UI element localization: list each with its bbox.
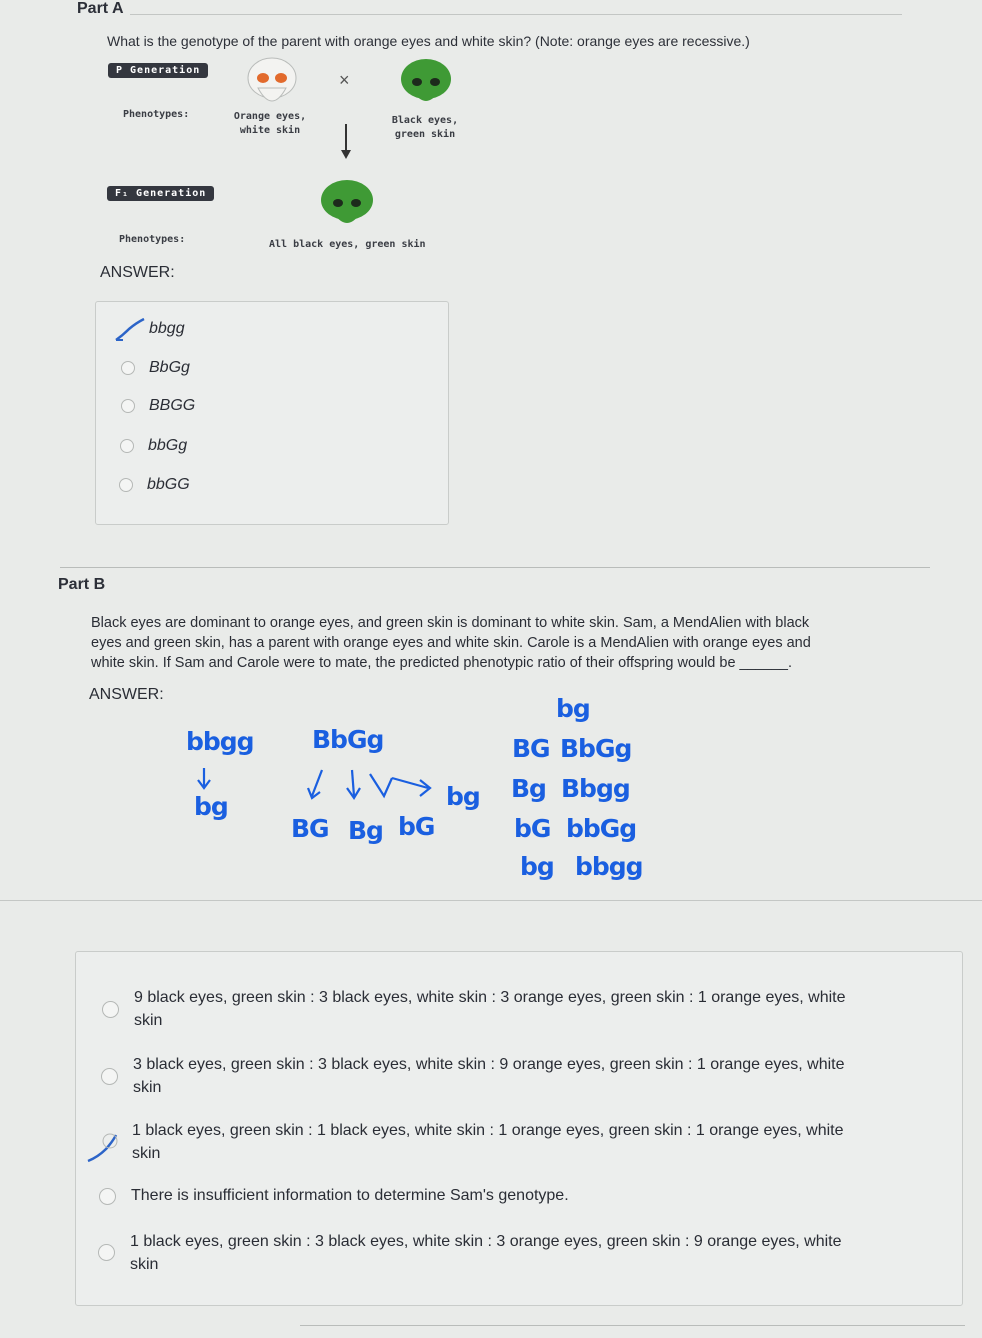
part-a-divider [130, 14, 902, 15]
handwritten-gamete-bg: bg [446, 782, 480, 811]
f1-generation-badge: F₁ Generation [107, 186, 214, 201]
handwritten-row2-result: Bbgg [561, 774, 630, 803]
option-bbGg[interactable] [120, 437, 187, 455]
option-4[interactable] [131, 1184, 911, 1207]
handwritten-punnett-header: bg [556, 694, 590, 723]
option-2-line2: skin [133, 1079, 162, 1096]
handwritten-gamete-bG: bG [398, 812, 435, 841]
handwritten-row3-result: bbGg [566, 814, 637, 843]
radio-option-5[interactable] [98, 1244, 115, 1261]
radio-bbGG[interactable] [119, 478, 133, 492]
parent1-phenotype-line2: white skin [239, 125, 301, 136]
f1-green-alien-icon [319, 177, 375, 235]
option-label: BBGG [149, 397, 196, 414]
part-b-question-line3: white skin. If Sam and Carole were to mate, the predicted phenotypic ratio of their offspring would be ______. [91, 655, 792, 671]
option-5-line2: skin [130, 1256, 159, 1273]
cross-symbol: × [339, 70, 350, 90]
handwritten-arrows-icon [300, 766, 440, 806]
radio-bbGg[interactable] [120, 439, 134, 453]
radio-option-1[interactable] [102, 1001, 119, 1018]
option-3-line1: 1 black eyes, green skin : 1 black eyes, white skin : 1 orange eyes, green skin : 1 orange eyes, white [132, 1122, 844, 1139]
down-arrow-icon [338, 122, 354, 162]
handwritten-row1-gamete: BG [512, 734, 550, 763]
parent2-phenotype-line1: Black eyes, [391, 115, 459, 126]
handwritten-parent2-genotype: BbGg [312, 725, 384, 754]
white-alien-icon [244, 54, 300, 112]
bottom-divider [300, 1325, 965, 1326]
option-label: bbGG [147, 476, 190, 493]
handwritten-parent1-genotype: bbgg [186, 727, 254, 756]
option-1-line2: skin [134, 1012, 163, 1029]
option-2-line1: 3 black eyes, green skin : 3 black eyes, white skin : 9 orange eyes, green skin : 1 orange eyes, white [133, 1056, 845, 1073]
option-1[interactable] [134, 986, 914, 1032]
answer-divider [0, 900, 982, 901]
option-4-line1: There is insufficient information to determine Sam's genotype. [131, 1187, 569, 1204]
part-b-answer-label: ANSWER: [89, 686, 164, 703]
green-alien-icon [399, 56, 453, 112]
part-a-title: Part A [77, 0, 124, 17]
handwritten-gamete-BG: BG [291, 814, 329, 843]
part-b-title: Part B [58, 576, 106, 593]
part-a-question: What is the genotype of the parent with orange eyes and white skin? (Note: orange eyes are recessive.) [107, 33, 750, 49]
f1-phenotypes-label: Phenotypes: [119, 234, 186, 245]
handwritten-row4-result: bbgg [575, 852, 643, 881]
option-3[interactable] [132, 1119, 912, 1165]
option-5-line1: 1 black eyes, green skin : 3 black eyes, white skin : 3 orange eyes, green skin : 9 orange eyes, white [130, 1233, 842, 1250]
part-a-answer-label: ANSWER: [100, 264, 175, 281]
option-label: bbgg [149, 320, 185, 337]
checkmark-icon [113, 318, 147, 344]
radio-option-2[interactable] [101, 1068, 118, 1085]
option-label: bbGg [148, 437, 188, 454]
f1-phenotype: All black eyes, green skin [269, 239, 426, 250]
handwritten-row2-gamete: Bg [511, 774, 546, 803]
handwritten-row4-gamete: bg [520, 852, 554, 881]
option-1-line1: 9 black eyes, green skin : 3 black eyes, white skin : 3 orange eyes, green skin : 1 orange eyes, white [134, 989, 846, 1006]
handwritten-parent1-gamete: bg [194, 792, 228, 821]
parent2-phenotype-line2: green skin [394, 129, 456, 140]
part-b-question-line2: eyes and green skin, has a parent with orange eyes and white skin. Carole is a MendAlien with orange eyes and [91, 635, 811, 651]
handwritten-arrow-icon [196, 766, 212, 792]
handwritten-gamete-Bg: Bg [348, 816, 383, 845]
section-divider [60, 567, 930, 568]
option-2[interactable] [133, 1053, 913, 1099]
p-generation-badge: P Generation [108, 63, 208, 78]
option-label: BbGg [149, 359, 190, 376]
handwritten-row1-result: BbGg [560, 734, 632, 763]
option-BbGg[interactable] [121, 359, 190, 377]
part-b-question-line1: Black eyes are dominant to orange eyes, and green skin is dominant to white skin. Sam, a MendAlien with black [91, 615, 810, 631]
option-3-line2: skin [132, 1145, 161, 1162]
p-phenotypes-label: Phenotypes: [123, 109, 190, 120]
radio-BBGG[interactable] [121, 399, 135, 413]
option-BBGG[interactable] [121, 397, 195, 415]
parent1-phenotype-line1: Orange eyes, [233, 111, 307, 122]
checkmark-icon [86, 1131, 120, 1165]
option-5[interactable] [130, 1230, 910, 1276]
radio-BbGg[interactable] [121, 361, 135, 375]
radio-option-4[interactable] [99, 1188, 116, 1205]
handwritten-row3-gamete: bG [514, 814, 551, 843]
option-bbGG[interactable] [119, 476, 190, 494]
